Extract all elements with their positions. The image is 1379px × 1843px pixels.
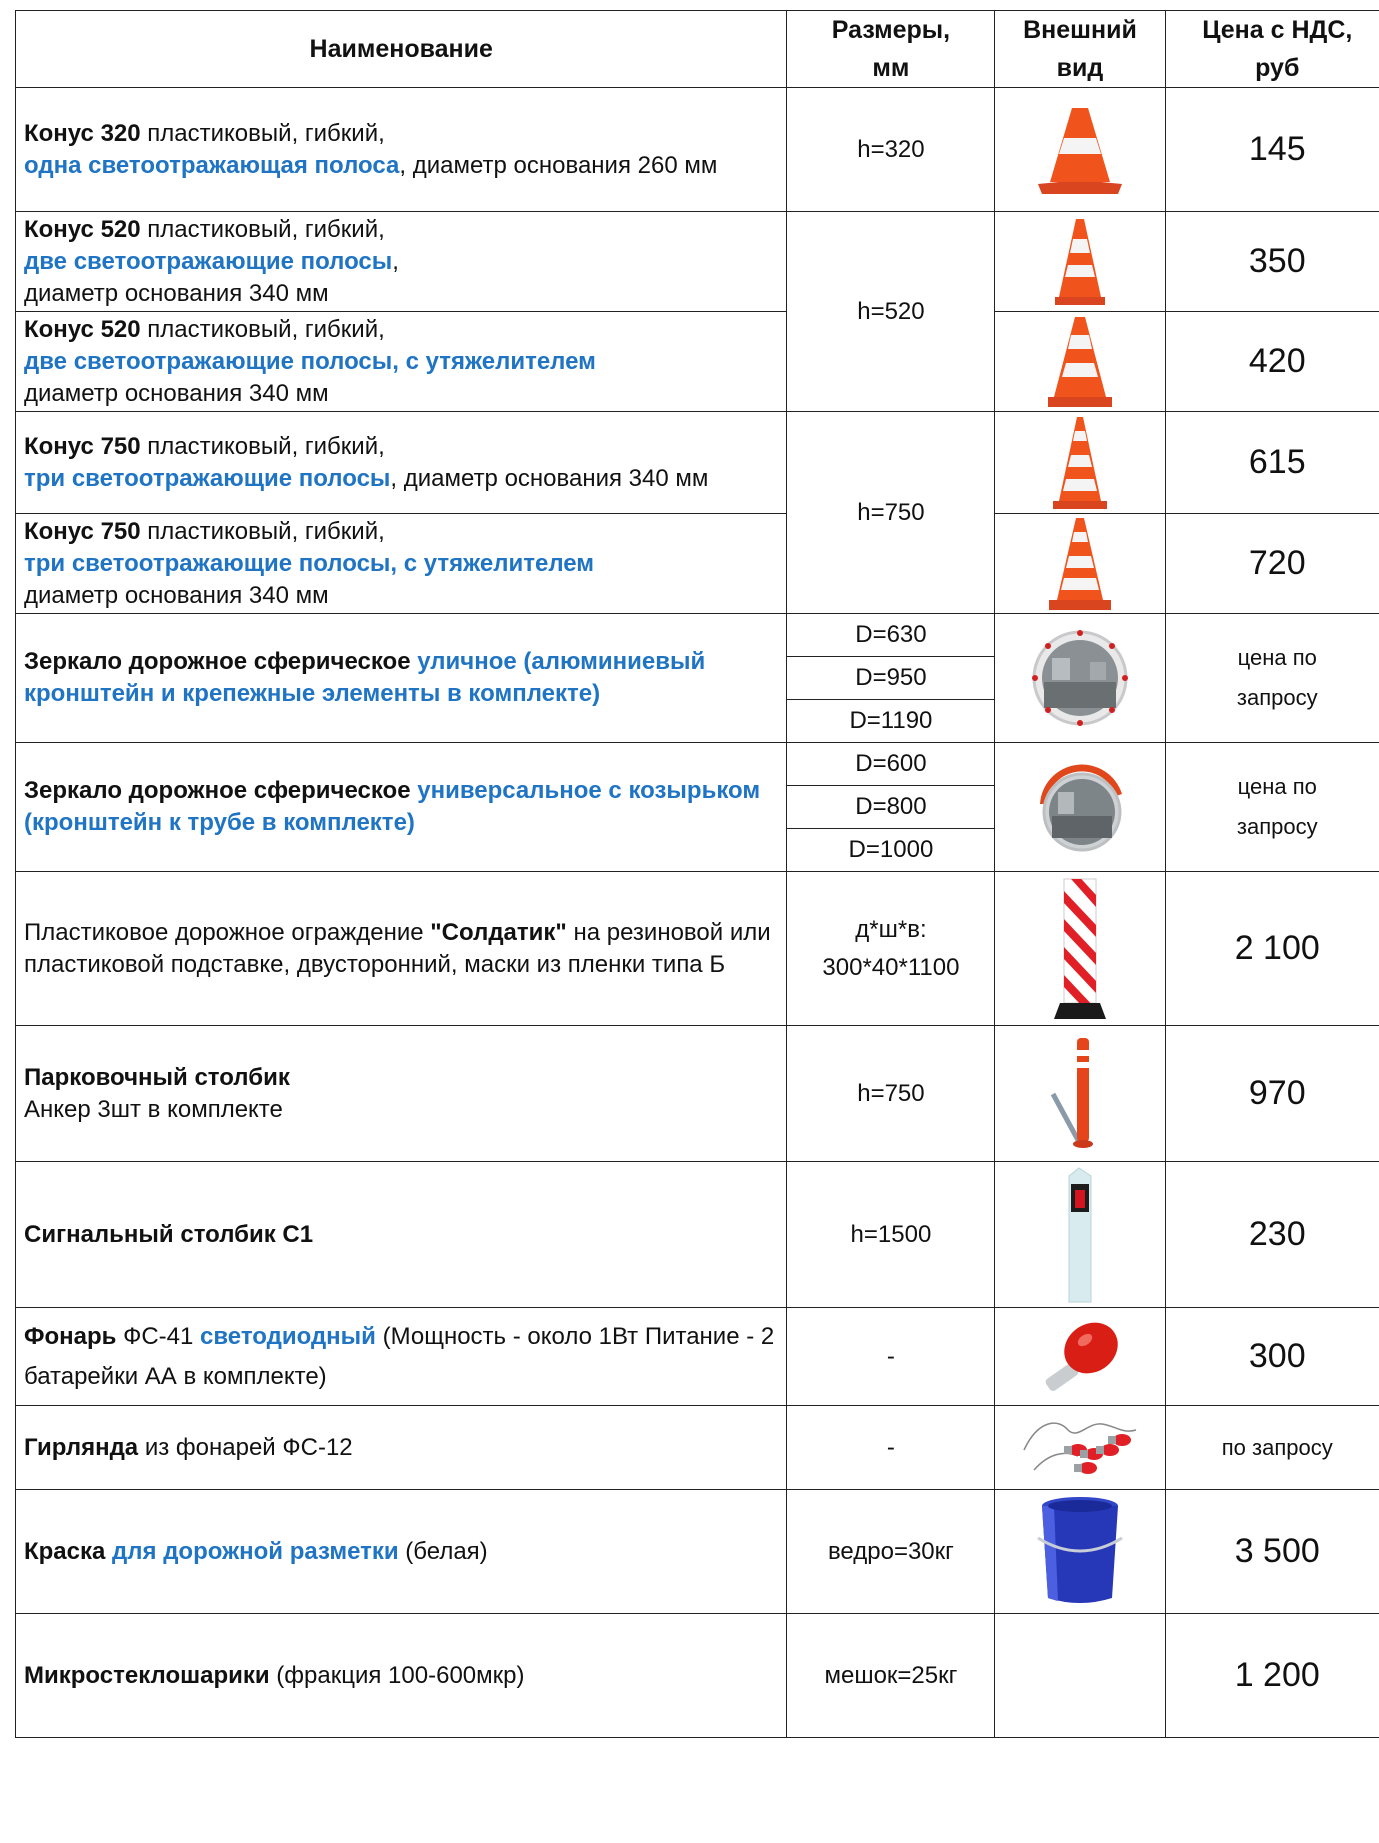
glass-beads-icon — [995, 1614, 1165, 1738]
table-header-row — [16, 11, 1379, 88]
item-name: Пластиковое дорожное ограждение "Солдатик" на резиновой или пластиковой подставке, двусторонний, маски из пленки типа Б — [16, 872, 787, 1026]
item-size: h=750 — [787, 1026, 995, 1162]
item-price: 2 100 — [1165, 872, 1379, 1026]
signal-post-icon — [1055, 1166, 1105, 1304]
item-size: h=750 — [787, 412, 995, 614]
traffic-cone-icon — [1030, 102, 1130, 198]
item-name: Микростеклошарики (фракция 100-600мкр) — [16, 1614, 787, 1738]
table-row — [16, 1026, 1379, 1162]
item-price: по запросу — [1165, 1406, 1379, 1490]
item-price: 145 — [1165, 88, 1379, 212]
item-image — [995, 872, 1165, 1026]
item-size: D=1190 — [787, 700, 995, 743]
lamp-icon — [1035, 1312, 1125, 1402]
item-name: Конус 750 пластиковый, гибкий, три светоотражающие полосы, диаметр основания 340 мм — [16, 412, 787, 514]
top-cut-heading — [0, 0, 1379, 10]
garland-icon — [1018, 1410, 1142, 1486]
item-image — [995, 514, 1165, 614]
table-row — [16, 1490, 1379, 1614]
item-name: Конус 320 пластиковый, гибкий, одна светоотражающая полоса, диаметр основания 260 мм — [16, 88, 787, 212]
header-size: Размеры, мм — [787, 11, 995, 88]
item-name: Зеркало дорожное сферическое универсальное с козырьком (кронштейн к трубе в комплекте) — [16, 743, 787, 872]
item-size: h=320 — [787, 88, 995, 212]
item-size: - — [787, 1406, 995, 1490]
traffic-cone-icon — [1040, 315, 1120, 409]
item-size: ведро=30кг — [787, 1490, 995, 1614]
item-price: цена по запросу — [1165, 614, 1379, 743]
item-size: д*ш*в: 300*40*1100 — [787, 872, 995, 1026]
barrier-icon — [1050, 875, 1110, 1023]
header-price: Цена с НДС, руб — [1165, 11, 1379, 88]
table-row — [16, 412, 1379, 514]
item-image — [995, 743, 1165, 872]
item-name: Гирлянда из фонарей ФС-12 — [16, 1406, 787, 1490]
item-name: Краска для дорожной разметки (белая) — [16, 1490, 787, 1614]
table-row — [16, 212, 1379, 312]
header-view: Внешний вид — [995, 11, 1165, 88]
item-name: Зеркало дорожное сферическое уличное (алюминиевый кронштейн и крепежные элементы в комплекте) — [16, 614, 787, 743]
table-row — [16, 1614, 1379, 1738]
item-image — [995, 1490, 1165, 1614]
table-row — [16, 312, 1379, 412]
item-image — [995, 212, 1165, 312]
traffic-cone-icon — [1045, 415, 1115, 511]
item-price: 3 500 — [1165, 1490, 1379, 1614]
item-name: Парковочный столбик Анкер 3шт в комплекте — [16, 1026, 787, 1162]
traffic-cone-icon — [1045, 217, 1115, 307]
item-name: Фонарь ФС-41 светодиодный (Мощность - около 1Вт Питание - 2 батарейки АА в комплекте) — [16, 1308, 787, 1406]
item-image — [995, 412, 1165, 514]
item-size: D=600 — [787, 743, 995, 786]
mirror-icon — [1030, 628, 1130, 728]
item-size: D=1000 — [787, 829, 995, 872]
table-row — [16, 872, 1379, 1026]
item-price: цена по запросу — [1165, 743, 1379, 872]
table-row — [16, 88, 1379, 212]
item-size: h=1500 — [787, 1162, 995, 1308]
table-row — [16, 1162, 1379, 1308]
table-row — [16, 514, 1379, 614]
item-size: D=950 — [787, 657, 995, 700]
bollard-icon — [1045, 1032, 1115, 1156]
header-name: Наименование — [16, 11, 787, 88]
item-price: 230 — [1165, 1162, 1379, 1308]
item-price: 970 — [1165, 1026, 1379, 1162]
item-price: 420 — [1165, 312, 1379, 412]
item-image — [995, 1308, 1165, 1406]
item-price: 1 200 — [1165, 1614, 1379, 1738]
price-table — [15, 10, 1379, 1738]
item-price: 350 — [1165, 212, 1379, 312]
item-size: D=630 — [787, 614, 995, 657]
item-image — [995, 1162, 1165, 1308]
item-price: 300 — [1165, 1308, 1379, 1406]
traffic-cone-icon — [1043, 516, 1117, 612]
item-name: Конус 520 пластиковый, гибкий, две светоотражающие полосы, диаметр основания 340 мм — [16, 212, 787, 312]
item-name: Сигнальный столбик С1 — [16, 1162, 787, 1308]
item-size: h=520 — [787, 212, 995, 412]
table-row — [16, 743, 1379, 786]
item-price: 720 — [1165, 514, 1379, 614]
table-row — [16, 614, 1379, 657]
item-size: - — [787, 1308, 995, 1406]
table-row — [16, 1406, 1379, 1490]
item-image — [995, 1406, 1165, 1490]
item-size: D=800 — [787, 786, 995, 829]
paint-bucket-icon — [1032, 1494, 1128, 1610]
item-price: 615 — [1165, 412, 1379, 514]
item-image — [995, 88, 1165, 212]
item-name: Конус 520 пластиковый, гибкий, две светоотражающие полосы, с утяжелителем диаметр основания 340 мм — [16, 312, 787, 412]
item-size: мешок=25кг — [787, 1614, 995, 1738]
item-image — [995, 614, 1165, 743]
mirror-icon — [1030, 754, 1130, 860]
table-row — [16, 1308, 1379, 1406]
item-image — [995, 312, 1165, 412]
item-image — [995, 1026, 1165, 1162]
item-name: Конус 750 пластиковый, гибкий, три светоотражающие полосы, с утяжелителем диаметр основания 340 мм — [16, 514, 787, 614]
